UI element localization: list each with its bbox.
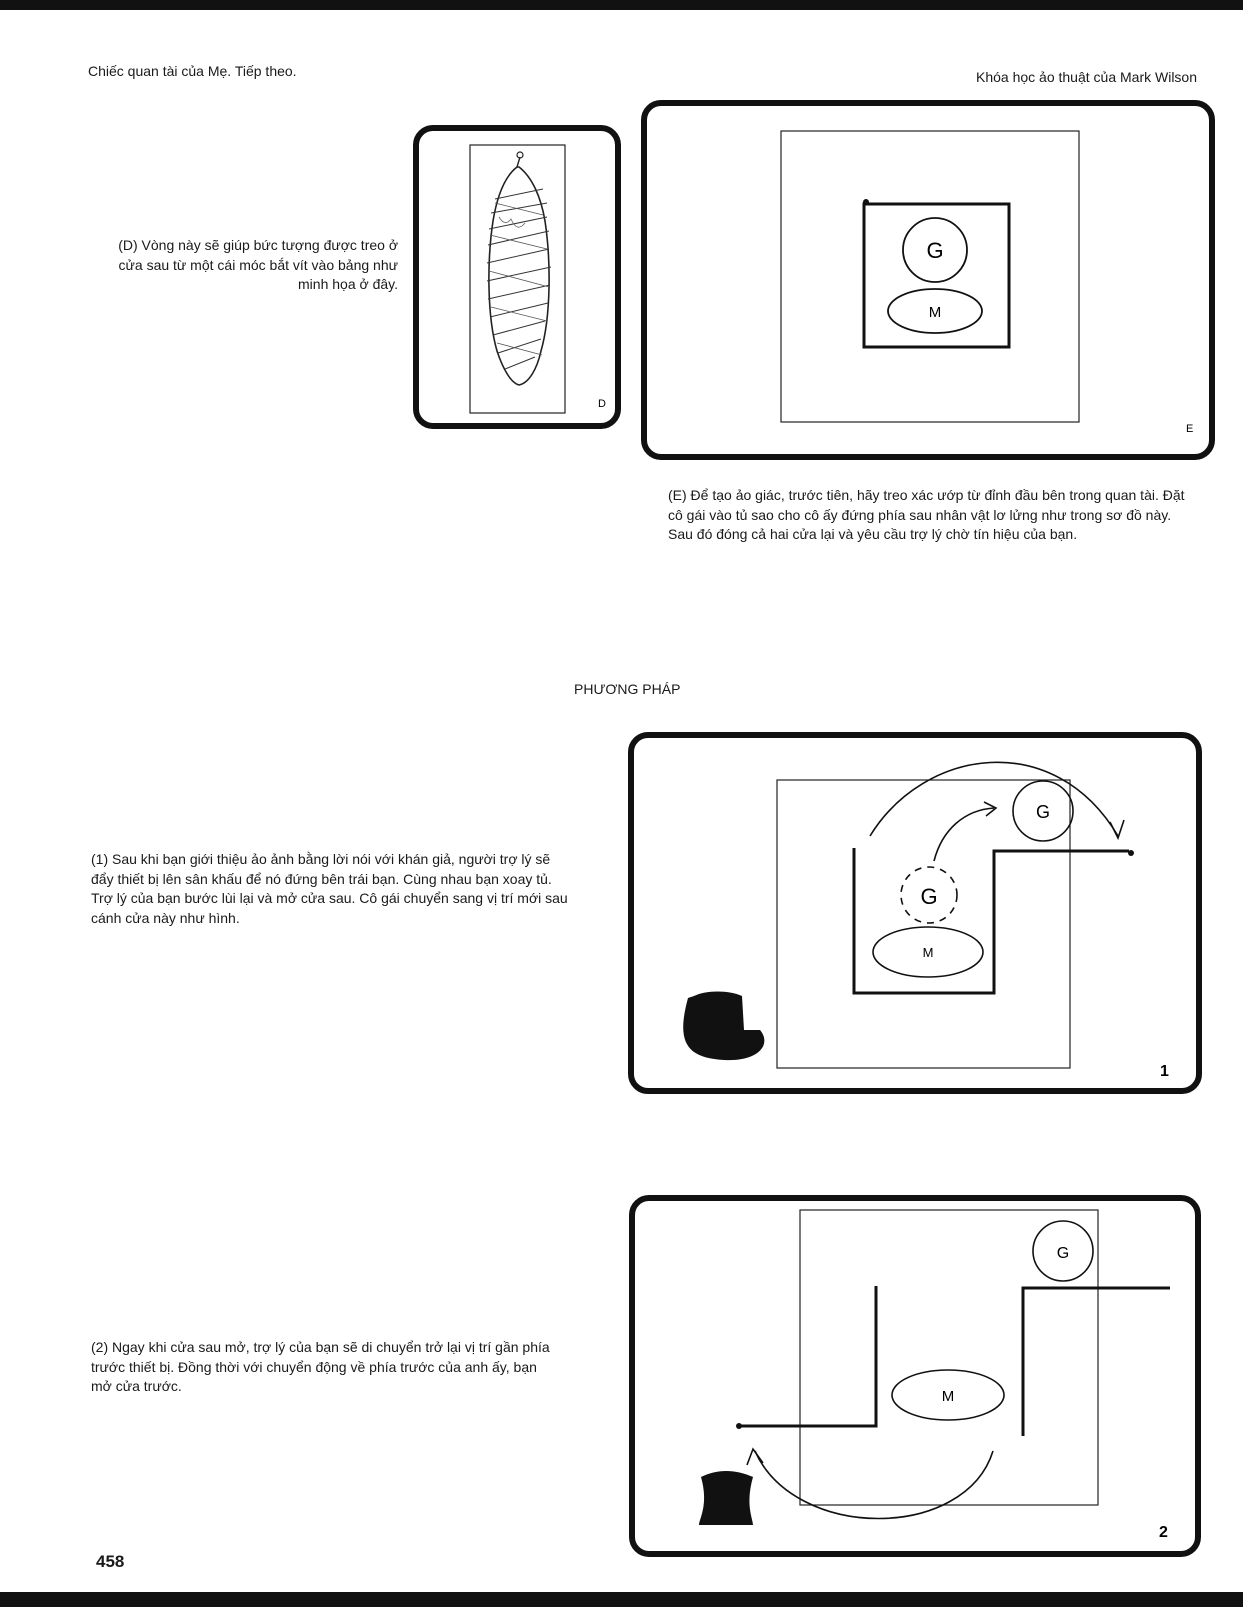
caption-step-2: (2) Ngay khi cửa sau mở, trợ lý của bạn sẽ di chuyển trở lại vị trí gần phía trước thiết bị. Đồng thời với chuyển động về phía trước của anh ấy, bạn mở cửa trước. [91, 1339, 550, 1394]
figure-2-frame [629, 1195, 1201, 1557]
section-title: PHƯƠNG PHÁP [574, 681, 681, 697]
figure-1-frame [628, 732, 1202, 1094]
figure-d-label: D [598, 398, 606, 410]
figure-e-label: E [1186, 423, 1194, 435]
figure-1-girl-new-label: G [1035, 802, 1051, 822]
figure-e-mummy-label: M [928, 304, 942, 321]
scan-edge-top [0, 0, 1243, 10]
figure-e-drawing [647, 106, 1209, 454]
top-hat-icon [699, 1471, 753, 1525]
figure-2-drawing [635, 1201, 1195, 1551]
figure-2-mummy-label: M [941, 1388, 955, 1405]
figure-1-label: 1 [1160, 1063, 1169, 1080]
figure-e-girl-label: G [926, 238, 944, 263]
running-header-right: Khóa học ảo thuật của Mark Wilson [976, 69, 1198, 85]
figure-d-drawing [419, 131, 615, 423]
figure-2-label: 2 [1159, 1524, 1168, 1541]
caption-step-1: (1) Sau khi bạn giới thiệu ảo ảnh bằng lời nói với khán giả, người trợ lý sẽ đẩy thiết bị lên sân khấu để nó đứng bên trái bạn. Cùng nhau bạn xoay tủ. Trợ lý của bạn bước lùi lại và mở cửa sau. Cô gái chuyển sang vị trí mới sau cánh cửa này như hình. [91, 851, 568, 926]
scan-edge-bottom [0, 1592, 1243, 1607]
page-number: 458 [96, 1552, 125, 1571]
figure-1-girl-old-label: G [920, 884, 938, 909]
caption-e: (E) Để tạo ảo giác, trước tiên, hãy treo xác ướp từ đỉnh đầu bên trong quan tài. Đặt cô gái vào tủ sao cho cô ấy đứng phía sau nhân vật lơ lửng như trong sơ đồ này. Sau đó đóng cả hai cửa lại và yêu cầu trợ lý chờ tín hiệu của bạn. [668, 487, 1185, 542]
caption-d: (D) Vòng này sẽ giúp bức tượng được treo ở cửa sau từ một cái móc bắt vít vào bảng như minh họa ở đây. [118, 237, 398, 292]
top-hat-icon [683, 992, 764, 1061]
figure-1-mummy-label: M [922, 945, 934, 960]
figure-1-drawing [634, 738, 1196, 1088]
figure-e-frame [641, 100, 1215, 460]
running-header-left: Chiếc quan tài của Mẹ. Tiếp theo. [88, 63, 297, 79]
figure-2-girl-label: G [1056, 1245, 1070, 1262]
figure-d-frame [413, 125, 621, 429]
